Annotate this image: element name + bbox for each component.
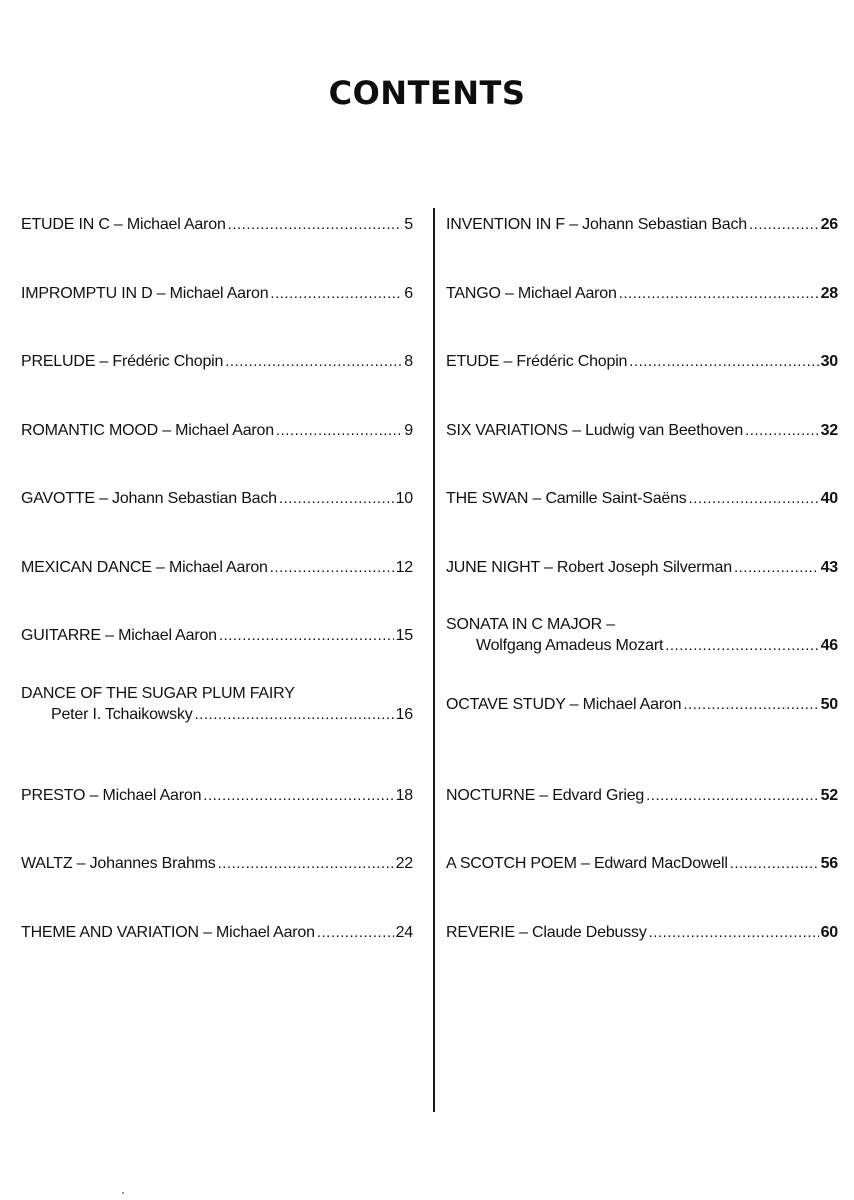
page-title: CONTENTS [328,74,526,112]
toc-line [21,625,413,646]
toc-entry [21,683,413,725]
dot-leader [219,625,394,646]
toc-entry-title: TANGO – Michael Aaron [446,285,617,302]
toc-entry [446,283,838,304]
dot-leader [646,785,818,806]
dot-leader [195,704,394,725]
toc-line [446,614,838,635]
dot-leader [225,351,402,372]
toc-page-number: 28 [820,285,838,302]
toc-page-number: 5 [404,216,413,233]
toc-line [446,351,838,372]
dot-leader [203,785,393,806]
dot-leader [730,853,819,874]
toc-page-number: 22 [395,855,413,872]
toc-entry [21,488,413,509]
toc-line [21,351,413,372]
dot-leader [649,922,819,943]
toc-page-number: 60 [820,924,838,941]
toc-line [21,704,413,725]
toc-line [21,683,413,704]
toc-page-number: 10 [395,490,413,507]
toc-entry [21,214,413,235]
toc-entry-title: JUNE NIGHT – Robert Joseph Silverman [446,559,732,576]
toc-line [21,488,413,509]
toc-page-number: 46 [820,637,838,654]
toc-entry [21,351,413,372]
toc-entry-title: ETUDE – Frédéric Chopin [446,353,628,370]
toc-entry-title: SONATA IN C MAJOR – [446,616,615,633]
toc-entry [446,488,838,509]
toc-line [446,853,838,874]
dot-leader [270,557,394,578]
toc-page-number: 26 [820,216,838,233]
toc-page-number: 9 [404,422,413,439]
toc-entry [446,614,838,656]
toc-line [21,922,413,943]
dot-leader [317,922,394,943]
toc-entry [446,214,838,235]
dot-leader [228,214,403,235]
toc-entry-title: WALTZ – Johannes Brahms [21,855,216,872]
dot-leader [683,694,818,715]
toc-entry-title: GAVOTTE – Johann Sebastian Bach [21,490,277,507]
toc-page-number: 50 [820,696,838,713]
toc-entry [446,922,838,943]
toc-page-number: 24 [395,924,413,941]
toc-entry-title: PRESTO – Michael Aaron [21,787,202,804]
toc-entry-title: NOCTURNE – Edvard Grieg [446,787,645,804]
toc-entry-title: A SCOTCH POEM – Edward MacDowell [446,855,728,872]
toc-page-number: 16 [395,706,413,723]
toc-line [446,488,838,509]
toc-entry-title: ROMANTIC MOOD – Michael Aaron [21,422,274,439]
toc-page-number: 52 [820,787,838,804]
toc-entry-title: OCTAVE STUDY – Michael Aaron [446,696,682,713]
toc-line [446,420,838,441]
toc-line [446,557,838,578]
toc-entry [21,283,413,304]
toc-entry-title: Peter I. Tchaikowsky [51,706,193,723]
toc-line [446,922,838,943]
toc-line [446,283,838,304]
toc-line [446,694,838,715]
toc-entry [446,785,838,806]
toc-entry [21,853,413,874]
toc-page-number: 32 [820,422,838,439]
column-divider [433,208,435,1112]
toc-entry-title: PRELUDE – Frédéric Chopin [21,353,224,370]
toc-entry [21,420,413,441]
toc-page-number: 43 [820,559,838,576]
toc-page-number: 12 [395,559,413,576]
speck [122,1192,124,1194]
toc-line [21,785,413,806]
toc-page-number: 18 [395,787,413,804]
dot-leader [279,488,394,509]
toc-entry [21,922,413,943]
toc-entry-title: DANCE OF THE SUGAR PLUM FAIRY [21,685,295,702]
dot-leader [270,283,402,304]
dot-leader [745,420,819,441]
dot-leader [734,557,819,578]
toc-line [446,635,838,656]
toc-line [21,420,413,441]
toc-page-number: 30 [820,353,838,370]
toc-entry-title: INVENTION IN F – Johann Sebastian Bach [446,216,747,233]
toc-line [446,785,838,806]
dot-leader [749,214,819,235]
dot-leader [218,853,394,874]
dot-leader [619,283,819,304]
toc-page-number: 56 [820,855,838,872]
toc-entry-title: IMPROMPTU IN D – Michael Aaron [21,285,269,302]
dot-leader [629,351,818,372]
toc-line [446,214,838,235]
dot-leader [665,635,818,656]
dot-leader [689,488,819,509]
toc-line [21,557,413,578]
toc-entry-title: REVERIE – Claude Debussy [446,924,647,941]
toc-entry [446,420,838,441]
toc-entry-title: Wolfgang Amadeus Mozart [476,637,664,654]
toc-entry-title: SIX VARIATIONS – Ludwig van Beethoven [446,422,744,439]
toc-entry [446,557,838,578]
toc-entry [446,853,838,874]
toc-page-number: 6 [404,285,413,302]
toc-entry [21,625,413,646]
toc-entry [446,694,838,715]
toc-entry [21,557,413,578]
toc-entry-title: THEME AND VARIATION – Michael Aaron [21,924,315,941]
toc-entry-title: THE SWAN – Camille Saint-Saëns [446,490,687,507]
toc-line [21,283,413,304]
toc-entry-title: GUITARRE – Michael Aaron [21,627,217,644]
toc-line [21,214,413,235]
toc-page-number: 8 [404,353,413,370]
dot-leader [276,420,402,441]
toc-entry-title: ETUDE IN C – Michael Aaron [21,216,226,233]
toc-entry [21,785,413,806]
toc-entry-title: MEXICAN DANCE – Michael Aaron [21,559,268,576]
toc-line [21,853,413,874]
toc-page-number: 40 [820,490,838,507]
toc-page-number: 15 [395,627,413,644]
toc-entry [446,351,838,372]
